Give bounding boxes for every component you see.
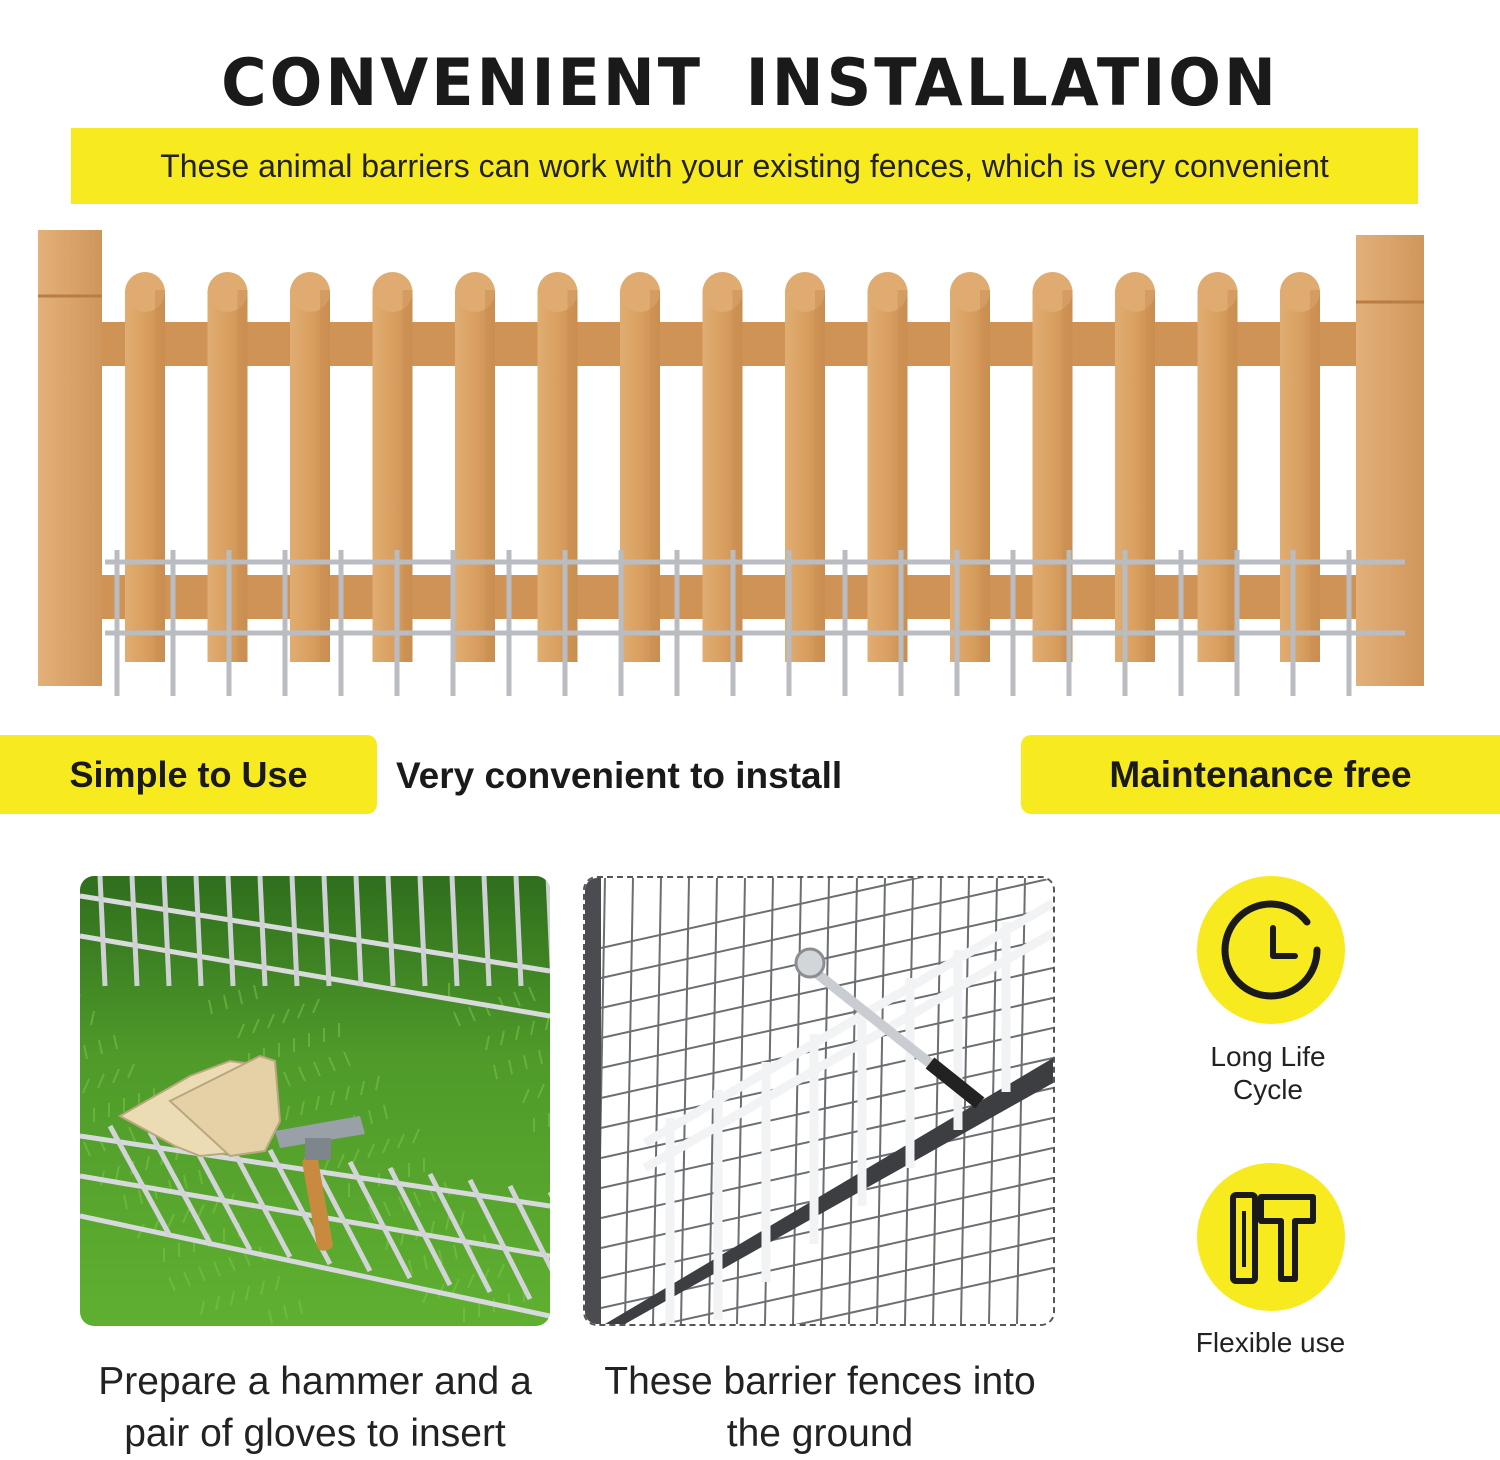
picket [125,272,165,662]
right-post [1356,235,1424,686]
simple-to-use-label: Simple to Use [69,753,308,795]
step-1-line-1: Prepare a hammer and a [98,1360,532,1403]
clock-icon [1197,876,1345,1024]
picket [703,272,743,662]
tools-icon [1197,1163,1345,1311]
long-life-line-1: Long Life [1210,1041,1326,1072]
long-life-line-2: Cycle [1232,1074,1303,1105]
fence-illustration [0,210,1500,710]
install-note: Very convenient to install [396,755,843,796]
step-2-line-1: These barrier fences into [604,1360,1036,1403]
step-2-caption [570,1356,1070,1460]
left-post [38,230,102,686]
flexible-use-label: Flexible use [1195,1327,1346,1358]
picket [455,272,495,662]
maintenance-free-badge [1021,735,1500,814]
page-title: CONVENIENT INSTALLATION [221,44,1279,121]
step-1-caption [55,1356,575,1460]
barrier-install-photo [583,876,1055,1326]
subtitle-banner [71,128,1418,204]
long-life-label [1168,1040,1368,1106]
picket [373,272,413,662]
gloves-hammer-photo [80,876,550,1326]
banner-text: These animal barriers can work with your existing fences, which is very convenient [160,147,1329,184]
simple-to-use-badge [0,735,377,814]
picket [1280,272,1320,662]
pickets [125,272,1320,662]
step-2-line-2: the ground [726,1412,914,1455]
picket [290,272,330,662]
picket [538,272,578,662]
maintenance-free-label: Maintenance free [1109,753,1412,795]
picket [1198,272,1238,662]
picket [1115,272,1155,662]
picket [620,272,660,662]
step-1-line-2: pair of gloves to insert [124,1412,506,1455]
